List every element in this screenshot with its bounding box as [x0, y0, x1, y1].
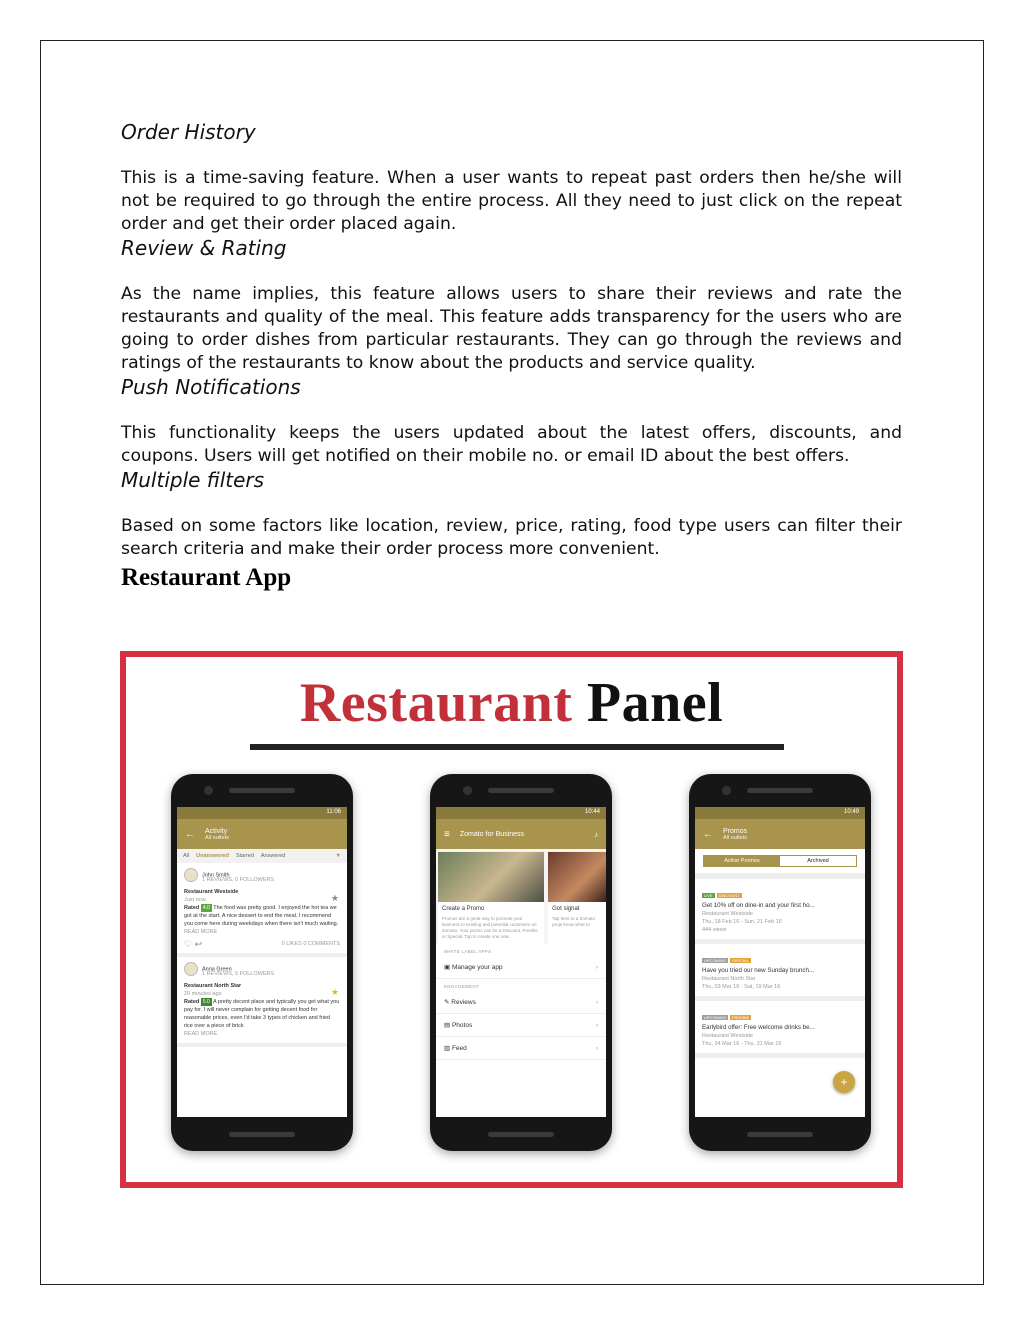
camera: [722, 786, 731, 795]
promo-place: Restaurant Westside: [702, 911, 753, 917]
banner-title-dark: Panel: [586, 672, 724, 734]
camera: [204, 786, 213, 795]
menu-icon[interactable]: ≡: [444, 828, 450, 840]
avatar: [184, 868, 198, 882]
review-time: 20 minutes ago: [184, 991, 222, 997]
screen-activity: [177, 807, 347, 1117]
promo-title: Have you tried our new Sunday brunch...: [702, 967, 815, 974]
back-arrow-icon[interactable]: ←: [703, 828, 713, 840]
section-label: WHITE LABEL APPS: [444, 949, 492, 954]
promo-place: Restaurant North Star: [702, 976, 756, 982]
add-promo-button[interactable]: +: [833, 1071, 855, 1093]
speaker: [488, 1132, 554, 1137]
speaker: [229, 788, 295, 793]
rating-badge: 4.0: [202, 905, 210, 911]
star-icon[interactable]: ★: [330, 987, 339, 997]
heart-icon[interactable]: ♡ ↩: [184, 939, 203, 949]
promo-card-title: Create a Promo: [442, 906, 485, 912]
promo-image: [438, 852, 544, 902]
app-bar: [695, 819, 865, 849]
app-bar-subtitle[interactable]: All outlets: [723, 834, 747, 841]
heading-order-history: Order History: [121, 120, 256, 144]
review-restaurant: Restaurant North Star: [184, 983, 242, 989]
back-arrow-icon[interactable]: ←: [185, 828, 195, 840]
heading-push-notifications: Push Notifications: [121, 375, 301, 399]
heading-restaurant-app: Restaurant App: [121, 564, 292, 591]
filter-icon[interactable]: ▼: [335, 853, 341, 859]
banner-title-red: Restaurant: [299, 672, 573, 734]
status-bar: 11:06: [177, 807, 347, 819]
menu-item-reviews[interactable]: ✎ Reviews ›: [436, 991, 606, 1014]
promo-item[interactable]: [695, 879, 865, 944]
promo-dates: Thu, 24 Mar 16 - Thu, 31 Mar 16: [702, 1041, 782, 1047]
speaker: [229, 1132, 295, 1137]
status-bar: 10:44: [436, 807, 606, 819]
speaker: [747, 788, 813, 793]
promo-tag: DISCOUNT: [718, 893, 740, 898]
filter-unanswered[interactable]: Unanswered: [196, 853, 229, 859]
speaker: [488, 788, 554, 793]
document-body: [121, 120, 902, 593]
heading-review-rating: Review & Rating: [121, 236, 287, 260]
restaurant-panel-banner: [120, 651, 903, 1188]
app-bar-title: Promos: [723, 827, 748, 835]
promo-title: Get 10% off on dine-in and your first ho...: [702, 902, 815, 909]
promo-tag: FREEBIE: [732, 1015, 750, 1020]
promo-item[interactable]: [695, 1001, 865, 1058]
review-user: Anna Green: [202, 966, 232, 973]
menu-item-photos[interactable]: ▤ Photos ›: [436, 1014, 606, 1037]
rating-badge: 5.0: [202, 999, 210, 1005]
review-stats: 0 LIKES 0 COMMENTS: [281, 941, 340, 947]
app-bar: [436, 819, 606, 849]
tab-archived[interactable]: Archived: [807, 858, 829, 864]
promo-tag: LIVE: [704, 893, 713, 898]
phone-business: [430, 774, 612, 1151]
promo-card[interactable]: [438, 852, 544, 944]
status-bar: 10:49: [695, 807, 865, 819]
promo-tag: UPCOMING: [704, 1015, 726, 1020]
review-text: A pretty decent place and typically you get what you pay for. I will never complain for getting decent food for reasonable prices, even I'd take 3 types of chicken and fried rice over a piece of brick: [184, 999, 340, 1029]
review-user-meta: 1 REVIEWS, 5 FOLLOWERS: [202, 971, 275, 977]
promo-dates: Thu, 03 Mar 16 - Sat, 19 Mar 16: [702, 984, 781, 990]
phone-activity: [171, 774, 353, 1151]
phone-promos: [689, 774, 871, 1151]
read-more-link[interactable]: READ MORE: [184, 1031, 218, 1037]
promo-card-text: Promos are a great way to promote your business to existing and potential customers on Zomato. Your promo can be a Discount, Freebie or Special. Tap to create one now.: [442, 916, 538, 939]
review-card[interactable]: John Smith 1 REVIEWS, 0 FOLLOWERS Restaurant Westside ★ Just now Rated 4.0 The food was pretty good. I enjoyed the hot tea we got at the start. A nice dessert to end the meal. I recommend you come here during weekdays when there isn't much waiting. READ MORE ♡ ↩ 0 LIKES 0 COMMENTS: [177, 863, 347, 957]
promo-tag: SPECIAL: [732, 958, 749, 963]
filter-starred[interactable]: Starred: [235, 853, 254, 859]
heading-multiple-filters: Multiple filters: [121, 468, 265, 492]
signature-image: [548, 852, 606, 902]
camera: [463, 786, 472, 795]
filter-all[interactable]: All: [183, 853, 190, 859]
review-time: Just now: [184, 897, 206, 903]
paragraph-review-rating: As the name implies, this feature allows users to share their reviews and rate the restaurants and quality of the meal. This feature adds transparency for the users who are going to order dishes from particular restaurants. They can go through the reviews and ratings of the restaurants to know about the products and service quality.: [121, 284, 902, 373]
bell-icon[interactable]: ♪: [594, 829, 598, 839]
menu-item-feed[interactable]: ▥ Feed ›: [436, 1037, 606, 1060]
paragraph-order-history: This is a time-saving feature. When a user wants to repeat past orders then he/she will not be required to go through the entire process. All they need to just click on the repeat order and get their order placed again.: [121, 168, 902, 234]
paragraph-multiple-filters: Based on some factors like location, review, price, rating, food type users can filter their search criteria and make their order process more convenient.: [121, 516, 902, 559]
screen-promos: [695, 807, 865, 1117]
review-user: John Smith: [202, 872, 230, 879]
app-bar: [177, 819, 347, 849]
section-label: ENGAGEMENT: [444, 984, 480, 989]
banner-underline: [250, 744, 784, 750]
tab-active-promos[interactable]: Active Promos: [704, 856, 780, 866]
signature-card[interactable]: [548, 852, 606, 944]
promo-title: Earlybird offer: Free welcome drinks be...: [702, 1024, 815, 1031]
filter-bar: [177, 849, 347, 863]
avatar: [184, 962, 198, 976]
paragraph-push-notifications: This functionality keeps the users updated about the latest offers, discounts, and coupons. Users will get notified on their mobile no. or email ID about the best offers.: [121, 423, 902, 466]
review-restaurant: Restaurant Westside: [184, 889, 239, 895]
promo-item[interactable]: [695, 944, 865, 1001]
star-icon[interactable]: ★: [330, 893, 339, 903]
app-bar-title: Activity: [205, 827, 228, 835]
speaker: [747, 1132, 813, 1137]
signature-card-title: Got signat: [552, 906, 580, 912]
promo-views: 444 views: [702, 927, 727, 933]
promo-tag: UPCOMING: [704, 958, 726, 963]
promo-dates: Thu, 18 Feb 16 - Sun, 21 Feb 16: [702, 919, 782, 925]
menu-item-manage-app[interactable]: ▣ Manage your app ›: [436, 956, 606, 979]
review-text: The food was pretty good. I enjoyed the hot tea we got at the start. A nice dessert to end the meal. I recommend you come here during weekdays when there isn't much waiting.: [184, 905, 339, 927]
app-bar-title: Zomato for Business: [459, 830, 525, 838]
screen-business: [436, 807, 606, 1117]
banner-title: [126, 667, 897, 739]
app-bar-subtitle[interactable]: All outlets: [205, 834, 229, 841]
review-user-meta: 1 REVIEWS, 0 FOLLOWERS: [202, 877, 275, 883]
signature-card-text: Tap here to a Zomato proje know what to: [552, 916, 595, 927]
read-more-link[interactable]: READ MORE: [184, 929, 218, 935]
filter-answered[interactable]: Answered: [260, 853, 286, 859]
promo-tabs: [703, 855, 857, 867]
promo-place: Restaurant Westside: [702, 1033, 753, 1039]
review-card[interactable]: Anna Green 1 REVIEWS, 5 FOLLOWERS Restaurant North Star ★ 20 minutes ago Rated 5.0 A pretty decent place and typically you get what you pay for. I will never complain for getting decent food for reasonable prices, even I'd take 3 types of chicken and fried rice over a piece of brick READ MORE: [177, 957, 347, 1047]
